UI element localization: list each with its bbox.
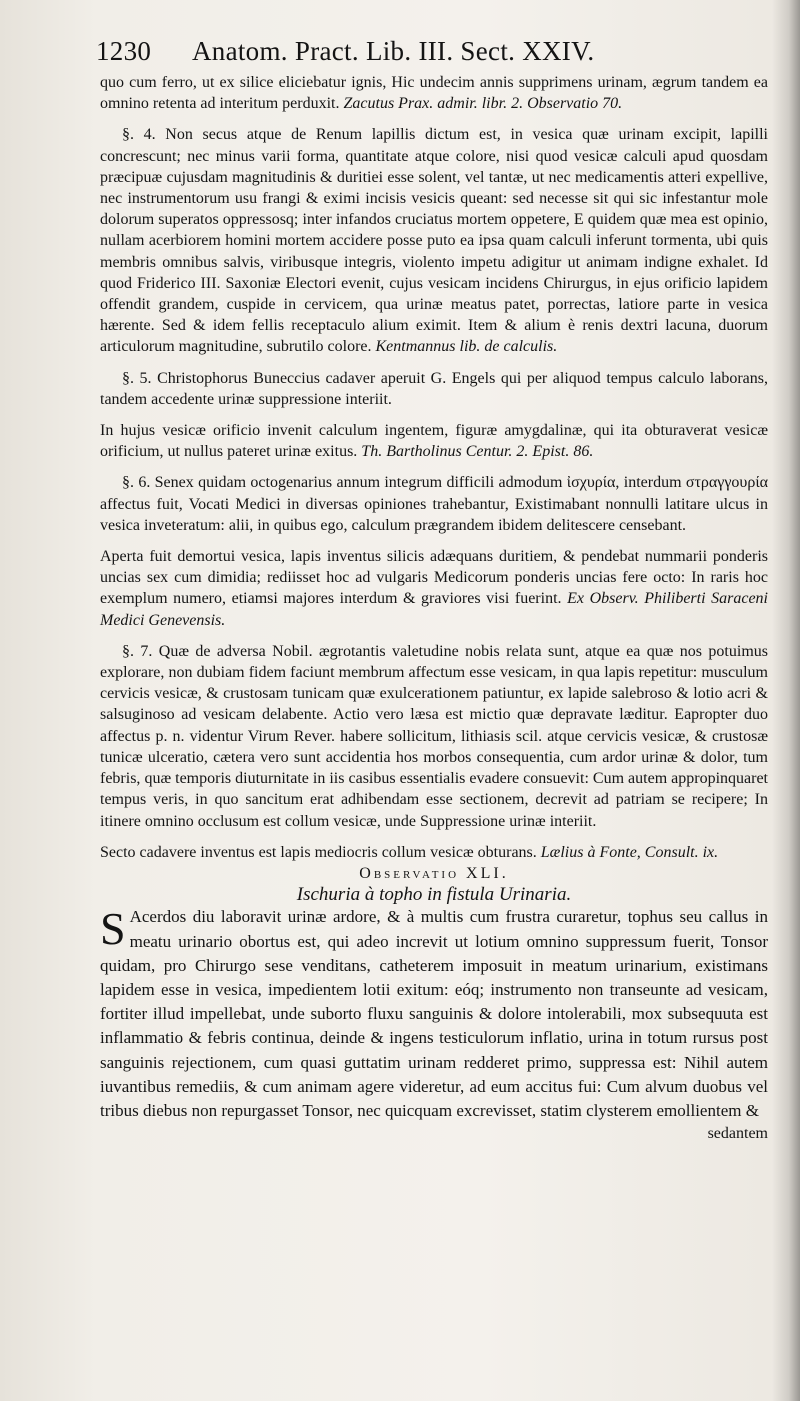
paragraph: In hujus vesicæ orificio invenit calculum ingentem, figuræ amygdalinæ, qui ita obturaverat vesicæ orificium, ut nullus pateret urinæ exitus. Th. Bartholinus Centur. 2. Epist. 86. xyxy=(100,422,768,461)
page-header xyxy=(96,36,736,70)
citation: Zacutus Prax. admir. libr. 2. Observatio 70. xyxy=(343,95,623,113)
paragraph: quo cum ferro, ut ex silice eliciebatur ignis, Hic undecim annis supprimens urinam, ægrum tandem ea omnino retenta ad interitum perduxit. Zacutus Prax. admir. libr. 2. Observatio 70. xyxy=(100,74,768,113)
citation: Ex Observ. Philiberti Saraceni Medici Genevensis. xyxy=(100,590,769,629)
observation-heading: Observatio XLI. xyxy=(359,864,509,882)
paragraph: Secto cadavere inventus est lapis mediocris collum vesicæ obturans. Lælius à Fonte, Consult. ix. xyxy=(100,843,719,861)
page-number: 1230 xyxy=(96,36,152,66)
paragraph: Aperta fuit demortui vesica, lapis inventus silicis adæquans duritiem, & pendebat nummarii ponderis uncias sex cum dimidia; rediisset hoc ad vulgaris Medicorum ponderis uncias fere octo: In raris hoc exemplum numero, etiamsi majores interdum & graviores visi fuerint. Ex Observ. Philiberti Saraceni Medici Genevensis. xyxy=(100,548,769,629)
observation-subtitle: Ischuria à topho in fistula Urinaria. xyxy=(296,884,572,906)
drop-cap: S xyxy=(100,903,126,955)
citation: Th. Bartholinus Centur. 2. Epist. 86. xyxy=(361,443,594,461)
observation-text: S Acerdos diu laboravit urinæ ardore, & à multis cum frustra curaretur, tophus seu callus in meatu urinario obortus est, qui adeo increvit ut lotium omnino suppressum fuerit, Tonsor quidam, pro Chirurgo sese venditans, catheterem imposuit in meatum urinarium, existimans lapidem esse in vesica, impedientem lotii exitum: eóq; instrumento non transeunte ad vesicam, fortiter illud impellebat, unde suborto fluxu sanguinis & dolore intolerabili, mox subsequuta est inflammatio & febris continua, deinde & ingens testiculorum inflatio, urina in totum rursus post sanguinis rejectionem, cum quasi guttatim urinam redderet primo, suppressa est: Nihil autem iuvantibus remediis, & cum animam agere videretur, ad eum accitus fui: Cum alvum duobus vel tribus diebus non repurgasset Tonsor, nec quicquam excrevisset, statim clysterem emollientem & xyxy=(100,903,768,1120)
citation: Kentmannus lib. de calculis. xyxy=(375,338,558,356)
running-title: Anatom. Pract. Lib. III. Sect. XXIV. xyxy=(192,36,595,66)
body-text xyxy=(100,72,768,1144)
paragraph: §. 5. Christophorus Buneccius cadaver aperuit G. Engels qui per aliquod tempus calculo laborans, tandem accedente urinæ suppressione interiit. xyxy=(100,369,768,408)
paragraph: §. 4. Non secus atque de Renum lapillis dictum est, in vesica quæ urinam excipit, lapilli concrescunt; nec minus varii forma, quantitate atque colore, nisi quod vesicæ calculi apud quosdam præcipuæ cujusdam magnitudinis & duritiei esse solent, vel tantæ, ut nec medicamentis atteri expellive, nec instrumentorum usu frangi & eximi incisis vesicis queant: sed necesse sit qui sic infestantur mole dolorum superatos oppressosq; inter infandos cruciatus mortem oppetere, E quidem quæ mea est opinio, nullam acerbiorem homini mortem accidere posse puto ea ipsa quam calculi inferunt tormenta, ubi quis membris omnibus salvis, viribusque integris, violento impetu adigitur ut animam indigne exhalet. Id quod Friderico III. Saxoniæ Electori evenit, cujus vesicam incidens Chirurgus, in ejus orificio lapidem offendit grandem, cuspide in cervicem, qua urinæ meatus patet, porrectas, latiore parte in vesica hærente. Sed & idem fellis receptaculo alium eximit. Item & alium è renis dextri lacuna, duorum articulorum magnitudine, subrutilo colore. Kentmannus lib. de calculis. xyxy=(100,126,768,356)
page-gutter-shadow xyxy=(772,0,800,1401)
citation: Lælius à Fonte, Consult. ix. xyxy=(540,843,719,861)
catchword: sedantem xyxy=(707,1125,768,1143)
paragraph: §. 7. Quæ de adversa Nobil. ægrotantis valetudine nobis relata sunt, atque ea quæ nos potuimus explorare, non dubiam fidem faciunt membrum affectum esse vesicam, in qua lapis repetitur: musculum cervicis vesicæ, & crustosam tunicam quæ exulcerationem patiuntur, ex lapide salebroso & lotio acri & salsuginoso ad vesicam delabente. Actio vero læsa est mictio quæ depravate læditur. Eapropter duo affectus p. n. videntur Virum Rever. habere sollicitum, lithiasis scil. atque cervicis vesicæ, & crustosæ tunicæ ulceratio, cætera vero sunt accidentia hos morbos consequentia, cum ardor urinæ & dolor, tum febris, quæ temporis diuturnitate in iis casibus essentialis evadere consuevit: Cum autem appropinquaret tempus veris, in quo sancitum erat adhibendam esse sectionem, decrevit ad patriam se recipere; In itinere omnino occlusum est collum vesicæ, unde Suppressione urinæ interiit. xyxy=(100,642,768,830)
paragraph: §. 6. Senex quidam octogenarius annum integrum difficili admodum ἰσχυρία, interdum στραγγουρία affectus fuit, Vocati Medici in diversas opiniones trahebantur, Existimabant nonnulli latitare ulcus in vesica inveteratum: alii, in quibus ego, calculum prægrandem ibidem delitescere censebant. xyxy=(100,474,768,534)
